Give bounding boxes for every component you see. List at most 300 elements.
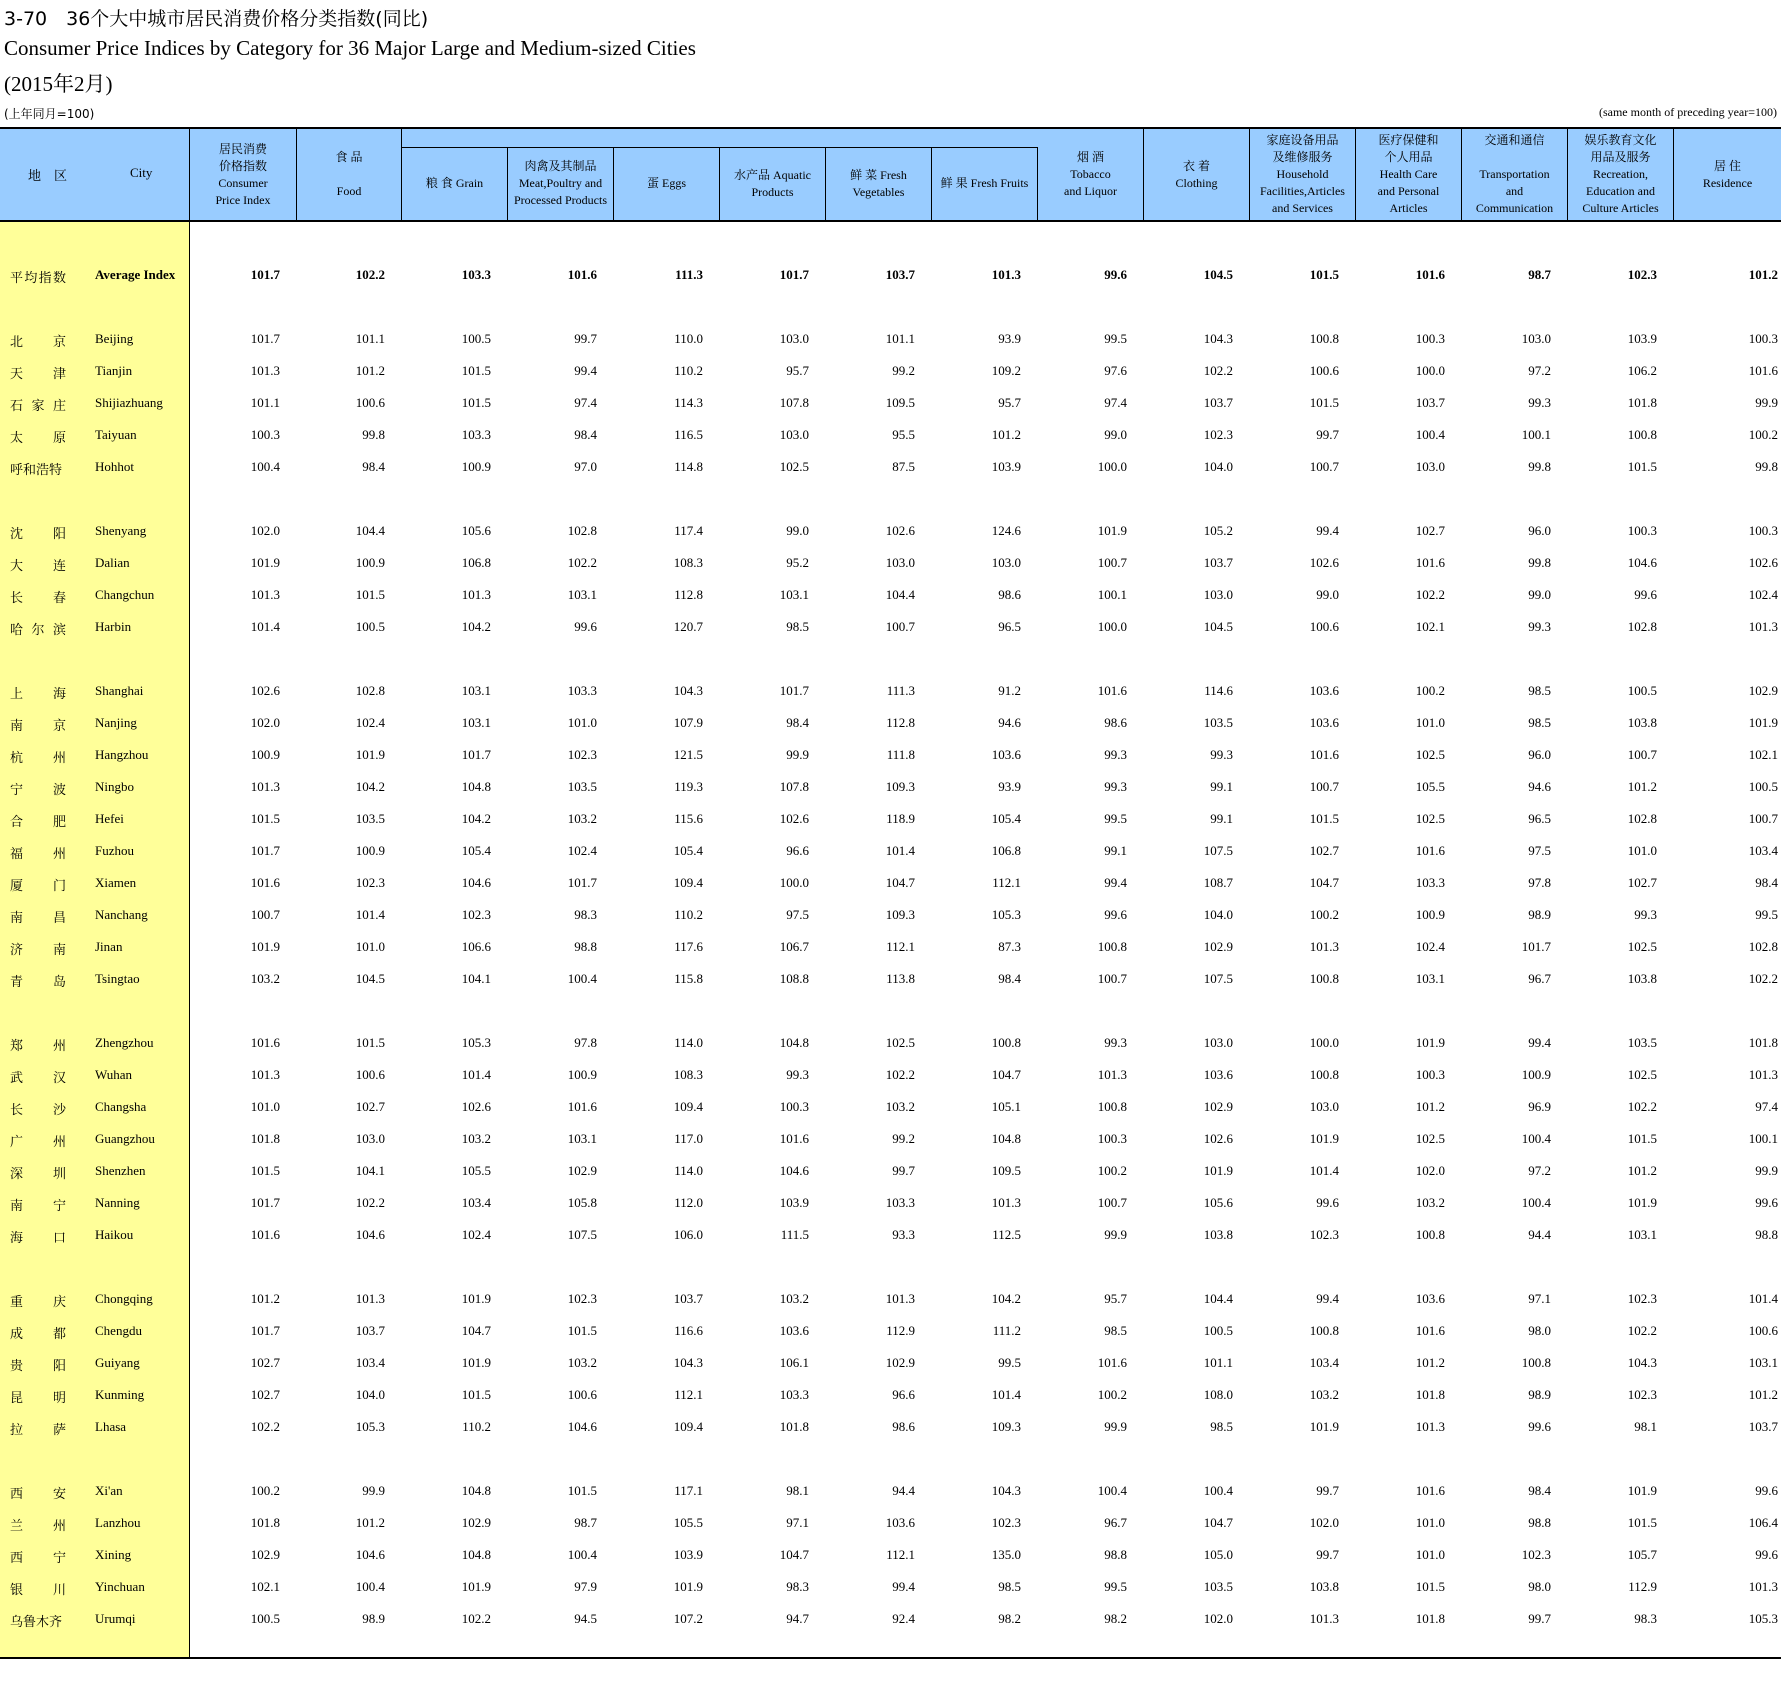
index-value: 97.2 bbox=[1528, 1163, 1551, 1178]
header-aquatic: 水产品 Aquatic Products bbox=[720, 147, 826, 220]
index-value: 96.6 bbox=[892, 1387, 915, 1402]
city-name-en: Average Index bbox=[95, 267, 176, 282]
city-name-cn: 海 口 bbox=[10, 1231, 66, 1246]
index-value: 104.7 bbox=[1203, 1515, 1233, 1530]
index-value: 106.4 bbox=[1748, 1515, 1778, 1530]
city-name-en: Kunming bbox=[95, 1387, 145, 1402]
index-value: 101.3 bbox=[1309, 939, 1339, 954]
index-value: 105.5 bbox=[461, 1163, 491, 1178]
index-value: 103.3 bbox=[461, 427, 491, 442]
index-value: 99.2 bbox=[892, 363, 915, 378]
index-value: 104.7 bbox=[779, 1547, 809, 1562]
index-value: 110.2 bbox=[674, 907, 703, 922]
index-value: 109.5 bbox=[991, 1163, 1021, 1178]
index-value: 101.4 bbox=[885, 843, 915, 858]
index-value: 97.6 bbox=[1104, 363, 1127, 378]
index-value: 100.8 bbox=[1097, 1099, 1127, 1114]
index-value: 105.5 bbox=[673, 1515, 703, 1530]
index-value: 102.4 bbox=[567, 843, 597, 858]
index-value: 103.9 bbox=[1627, 331, 1657, 346]
index-value: 100.3 bbox=[1097, 1131, 1127, 1146]
city-name-cn: 上 海 bbox=[10, 687, 66, 702]
index-value: 100.8 bbox=[1309, 331, 1339, 346]
index-value: 105.8 bbox=[567, 1195, 597, 1210]
index-value: 104.5 bbox=[1203, 267, 1233, 282]
index-value: 109.3 bbox=[885, 779, 915, 794]
index-value: 100.3 bbox=[1748, 331, 1778, 346]
index-value: 107.5 bbox=[1203, 843, 1233, 858]
index-value: 104.8 bbox=[779, 1035, 809, 1050]
index-value: 103.2 bbox=[250, 971, 280, 986]
index-value: 100.8 bbox=[991, 1035, 1021, 1050]
city-name-en: Tianjin bbox=[95, 363, 133, 378]
index-value: 101.6 bbox=[567, 267, 597, 282]
index-value: 101.2 bbox=[355, 363, 385, 378]
index-value: 103.8 bbox=[1627, 715, 1657, 730]
index-value: 100.9 bbox=[250, 747, 280, 762]
index-value: 100.8 bbox=[1521, 1355, 1551, 1370]
table-row bbox=[0, 1474, 1781, 1506]
index-value: 103.7 bbox=[1203, 555, 1233, 570]
city-name-en: Harbin bbox=[95, 619, 132, 634]
index-value: 100.4 bbox=[1521, 1195, 1551, 1210]
table-row bbox=[0, 450, 1781, 482]
index-value: 99.9 bbox=[1104, 1419, 1127, 1434]
index-value: 102.4 bbox=[355, 715, 385, 730]
index-value: 99.6 bbox=[1755, 1547, 1778, 1562]
index-value: 103.7 bbox=[1748, 1419, 1778, 1434]
index-value: 102.5 bbox=[1627, 939, 1657, 954]
index-value: 99.8 bbox=[1528, 555, 1551, 570]
index-value: 102.2 bbox=[250, 1419, 280, 1434]
index-value: 97.4 bbox=[1104, 395, 1127, 410]
index-value: 96.0 bbox=[1528, 523, 1551, 538]
index-value: 97.2 bbox=[1528, 363, 1551, 378]
index-value: 102.7 bbox=[250, 1355, 280, 1370]
index-value: 104.3 bbox=[673, 683, 703, 698]
index-value: 98.3 bbox=[786, 1579, 809, 1594]
index-value: 101.9 bbox=[673, 1579, 703, 1594]
index-value: 112.5 bbox=[992, 1227, 1021, 1242]
index-value: 101.9 bbox=[250, 939, 280, 954]
index-value: 101.7 bbox=[250, 843, 280, 858]
index-value: 101.9 bbox=[1627, 1483, 1657, 1498]
index-value: 101.7 bbox=[250, 1195, 280, 1210]
index-value: 103.0 bbox=[1521, 331, 1551, 346]
index-value: 105.2 bbox=[1203, 523, 1233, 538]
city-name-cn: 广 州 bbox=[10, 1135, 66, 1150]
index-value: 101.8 bbox=[1415, 1611, 1445, 1626]
header-vegetables: 鲜 菜 Fresh Vegetables bbox=[826, 147, 932, 220]
index-value: 98.0 bbox=[1528, 1579, 1551, 1594]
index-value: 100.5 bbox=[355, 619, 385, 634]
index-value: 98.5 bbox=[1104, 1323, 1127, 1338]
header-food: 食 品 Food bbox=[297, 129, 402, 220]
index-value: 99.9 bbox=[1104, 1227, 1127, 1242]
index-value: 100.2 bbox=[1097, 1387, 1127, 1402]
index-value: 104.2 bbox=[991, 1291, 1021, 1306]
index-value: 101.2 bbox=[355, 1515, 385, 1530]
index-value: 107.8 bbox=[779, 779, 809, 794]
index-value: 101.3 bbox=[461, 587, 491, 602]
index-value: 101.1 bbox=[885, 331, 915, 346]
index-value: 103.8 bbox=[1627, 971, 1657, 986]
index-value: 104.2 bbox=[355, 779, 385, 794]
index-value: 103.3 bbox=[885, 1195, 915, 1210]
city-name-cn: 福 州 bbox=[10, 847, 66, 862]
index-value: 112.1 bbox=[992, 875, 1021, 890]
index-value: 102.9 bbox=[250, 1547, 280, 1562]
index-value: 103.5 bbox=[1627, 1035, 1657, 1050]
index-value: 101.5 bbox=[355, 1035, 385, 1050]
index-value: 99.4 bbox=[1316, 523, 1339, 538]
index-value: 102.9 bbox=[885, 1355, 915, 1370]
index-value: 101.2 bbox=[250, 1291, 280, 1306]
index-value: 100.2 bbox=[1415, 683, 1445, 698]
index-value: 106.2 bbox=[1627, 363, 1657, 378]
index-value: 101.3 bbox=[885, 1291, 915, 1306]
index-value: 105.5 bbox=[1415, 779, 1445, 794]
index-value: 112.9 bbox=[1628, 1579, 1657, 1594]
index-value: 101.4 bbox=[1309, 1163, 1339, 1178]
index-value: 104.6 bbox=[355, 1547, 385, 1562]
index-value: 101.8 bbox=[1748, 1035, 1778, 1050]
index-value: 93.9 bbox=[998, 779, 1021, 794]
index-value: 102.6 bbox=[250, 683, 280, 698]
table-row bbox=[0, 1058, 1781, 1090]
index-value: 100.5 bbox=[1748, 779, 1778, 794]
index-value: 101.5 bbox=[1415, 1579, 1445, 1594]
index-value: 101.9 bbox=[1309, 1419, 1339, 1434]
index-value: 109.4 bbox=[673, 1419, 703, 1434]
index-value: 100.0 bbox=[1309, 1035, 1339, 1050]
index-value: 101.9 bbox=[1748, 715, 1778, 730]
city-name-en: Zhengzhou bbox=[95, 1035, 154, 1050]
table-row bbox=[0, 546, 1781, 578]
index-value: 103.5 bbox=[1203, 1579, 1233, 1594]
index-value: 104.3 bbox=[673, 1355, 703, 1370]
index-value: 101.0 bbox=[1627, 843, 1657, 858]
header-eggs: 蛋 Eggs bbox=[614, 147, 720, 220]
index-value: 101.3 bbox=[250, 779, 280, 794]
index-value: 101.6 bbox=[779, 1131, 809, 1146]
index-value: 98.3 bbox=[1634, 1611, 1657, 1626]
index-value: 97.9 bbox=[574, 1579, 597, 1594]
city-name-cn: 银 川 bbox=[10, 1583, 66, 1598]
index-value: 98.4 bbox=[786, 715, 809, 730]
table-title-en: Consumer Price Indices by Category for 36 Major Large and Medium-sized Cities bbox=[4, 36, 696, 60]
index-value: 102.4 bbox=[1415, 939, 1445, 954]
index-value: 95.2 bbox=[786, 555, 809, 570]
index-value: 103.1 bbox=[1415, 971, 1445, 986]
index-value: 103.9 bbox=[779, 1195, 809, 1210]
index-value: 104.2 bbox=[461, 619, 491, 634]
index-value: 99.0 bbox=[1528, 587, 1551, 602]
index-value: 103.5 bbox=[567, 779, 597, 794]
index-value: 102.3 bbox=[1627, 1387, 1657, 1402]
city-name-cn: 重 庆 bbox=[10, 1295, 66, 1310]
index-value: 108.3 bbox=[673, 1067, 703, 1082]
index-value: 110.0 bbox=[674, 331, 703, 346]
index-value: 98.8 bbox=[1104, 1547, 1127, 1562]
city-name-en: Nanjing bbox=[95, 715, 137, 730]
index-value: 98.2 bbox=[998, 1611, 1021, 1626]
index-value: 102.4 bbox=[461, 1227, 491, 1242]
index-value: 99.4 bbox=[574, 363, 597, 378]
index-value: 100.2 bbox=[250, 1483, 280, 1498]
index-value: 101.5 bbox=[1627, 1515, 1657, 1530]
index-value: 99.4 bbox=[1316, 1291, 1339, 1306]
index-value: 101.3 bbox=[1748, 1067, 1778, 1082]
header-fruits: 鲜 果 Fresh Fruits bbox=[932, 147, 1038, 220]
table-row bbox=[0, 610, 1781, 642]
index-value: 100.6 bbox=[1309, 363, 1339, 378]
index-value: 102.3 bbox=[461, 907, 491, 922]
index-value: 102.6 bbox=[779, 811, 809, 826]
index-value: 101.7 bbox=[779, 683, 809, 698]
table-row bbox=[0, 578, 1781, 610]
index-value: 112.8 bbox=[886, 715, 915, 730]
city-name-cn: 呼和浩特 bbox=[10, 463, 63, 478]
index-value: 97.5 bbox=[1528, 843, 1551, 858]
index-value: 103.2 bbox=[885, 1099, 915, 1114]
index-value: 102.6 bbox=[1309, 555, 1339, 570]
index-value: 103.4 bbox=[1748, 843, 1778, 858]
index-value: 101.0 bbox=[1415, 1547, 1445, 1562]
index-value: 101.4 bbox=[991, 1387, 1021, 1402]
index-value: 104.6 bbox=[779, 1163, 809, 1178]
index-value: 103.1 bbox=[461, 683, 491, 698]
index-value: 105.3 bbox=[355, 1419, 385, 1434]
index-value: 102.3 bbox=[355, 875, 385, 890]
header-tobacco: 烟 酒 Tobacco and Liquor bbox=[1038, 129, 1144, 220]
city-name-en: Xi'an bbox=[95, 1483, 123, 1498]
index-value: 101.1 bbox=[355, 331, 385, 346]
table-row bbox=[0, 770, 1781, 802]
city-name-en: Chengdu bbox=[95, 1323, 142, 1338]
index-value: 99.7 bbox=[1316, 427, 1339, 442]
index-value: 99.8 bbox=[1755, 459, 1778, 474]
index-value: 102.2 bbox=[1627, 1323, 1657, 1338]
index-value: 101.3 bbox=[250, 587, 280, 602]
index-value: 116.6 bbox=[674, 1323, 703, 1338]
index-value: 111.3 bbox=[886, 683, 915, 698]
index-value: 99.0 bbox=[786, 523, 809, 538]
index-value: 99.6 bbox=[1104, 267, 1127, 282]
index-value: 111.2 bbox=[992, 1323, 1021, 1338]
index-value: 102.5 bbox=[1415, 747, 1445, 762]
index-value: 103.6 bbox=[1309, 683, 1339, 698]
index-value: 98.4 bbox=[1755, 875, 1778, 890]
index-value: 102.1 bbox=[1748, 747, 1778, 762]
index-value: 102.2 bbox=[567, 555, 597, 570]
index-value: 101.9 bbox=[1415, 1035, 1445, 1050]
city-name-cn: 成 都 bbox=[10, 1327, 66, 1342]
city-name-cn: 青 岛 bbox=[10, 975, 66, 990]
index-value: 103.1 bbox=[461, 715, 491, 730]
index-value: 97.8 bbox=[574, 1035, 597, 1050]
city-name-cn: 长 春 bbox=[10, 591, 66, 606]
city-name-cn: 天 津 bbox=[10, 367, 66, 382]
city-name-en: Wuhan bbox=[95, 1067, 133, 1082]
index-value: 114.0 bbox=[674, 1035, 703, 1050]
index-value: 100.9 bbox=[461, 459, 491, 474]
index-value: 96.0 bbox=[1528, 747, 1551, 762]
city-name-cn: 贵 阳 bbox=[10, 1359, 66, 1374]
city-name-en: Guangzhou bbox=[95, 1131, 155, 1146]
index-value: 100.4 bbox=[567, 971, 597, 986]
index-value: 94.7 bbox=[786, 1611, 809, 1626]
city-name-en: Shanghai bbox=[95, 683, 144, 698]
index-value: 103.2 bbox=[1415, 1195, 1445, 1210]
table-row bbox=[0, 1378, 1781, 1410]
index-value: 101.6 bbox=[250, 1227, 280, 1242]
index-value: 103.6 bbox=[1203, 1067, 1233, 1082]
index-value: 101.3 bbox=[355, 1291, 385, 1306]
table-row bbox=[0, 322, 1781, 354]
index-value: 103.9 bbox=[673, 1547, 703, 1562]
city-name-en: Ningbo bbox=[95, 779, 134, 794]
index-value: 114.6 bbox=[1204, 683, 1233, 698]
index-value: 104.4 bbox=[885, 587, 915, 602]
index-value: 101.5 bbox=[1309, 811, 1339, 826]
table-row bbox=[0, 802, 1781, 834]
index-value: 105.7 bbox=[1627, 1547, 1657, 1562]
city-name-cn: 沈 阳 bbox=[10, 527, 66, 542]
index-value: 102.0 bbox=[1203, 1611, 1233, 1626]
index-value: 112.1 bbox=[886, 939, 915, 954]
index-value: 104.8 bbox=[991, 1131, 1021, 1146]
city-name-cn: 武 汉 bbox=[10, 1071, 66, 1086]
index-value: 101.2 bbox=[1415, 1355, 1445, 1370]
table-row bbox=[0, 1186, 1781, 1218]
index-value: 102.5 bbox=[779, 459, 809, 474]
index-value: 103.4 bbox=[1309, 1355, 1339, 1370]
city-name-en: Jinan bbox=[95, 939, 123, 954]
table-row bbox=[0, 898, 1781, 930]
index-value: 101.6 bbox=[250, 1035, 280, 1050]
index-value: 101.9 bbox=[461, 1579, 491, 1594]
index-value: 109.4 bbox=[673, 875, 703, 890]
index-value: 102.3 bbox=[991, 1515, 1021, 1530]
index-value: 101.3 bbox=[991, 1195, 1021, 1210]
index-value: 102.3 bbox=[567, 1291, 597, 1306]
base-note-cn: (上年同月=100) bbox=[4, 107, 95, 121]
index-value: 100.8 bbox=[1309, 1067, 1339, 1082]
index-value: 117.0 bbox=[674, 1131, 703, 1146]
index-value: 99.5 bbox=[1755, 907, 1778, 922]
index-value: 93.3 bbox=[892, 1227, 915, 1242]
index-value: 99.6 bbox=[1634, 587, 1657, 602]
index-value: 106.8 bbox=[461, 555, 491, 570]
index-value: 115.6 bbox=[674, 811, 703, 826]
index-value: 119.3 bbox=[674, 779, 703, 794]
index-value: 101.9 bbox=[1203, 1163, 1233, 1178]
index-value: 100.2 bbox=[1748, 427, 1778, 442]
table-row bbox=[0, 1506, 1781, 1538]
index-value: 121.5 bbox=[673, 747, 703, 762]
index-value: 105.4 bbox=[673, 843, 703, 858]
index-value: 106.6 bbox=[461, 939, 491, 954]
index-value: 94.4 bbox=[1528, 1227, 1551, 1242]
index-value: 104.6 bbox=[567, 1419, 597, 1434]
index-value: 98.9 bbox=[1528, 907, 1551, 922]
index-value: 101.8 bbox=[250, 1131, 280, 1146]
index-value: 101.5 bbox=[461, 1387, 491, 1402]
index-value: 104.0 bbox=[355, 1387, 385, 1402]
table-row bbox=[0, 962, 1781, 994]
index-value: 99.9 bbox=[786, 747, 809, 762]
index-value: 98.5 bbox=[1528, 715, 1551, 730]
index-value: 101.5 bbox=[1627, 459, 1657, 474]
index-value: 124.6 bbox=[991, 523, 1021, 538]
index-value: 103.0 bbox=[1309, 1099, 1339, 1114]
city-name-cn: 南 昌 bbox=[10, 911, 66, 926]
table-row bbox=[0, 514, 1781, 546]
index-value: 103.6 bbox=[885, 1515, 915, 1530]
city-name-cn: 兰 州 bbox=[10, 1519, 66, 1534]
table-row bbox=[0, 354, 1781, 386]
index-value: 100.7 bbox=[1627, 747, 1657, 762]
index-value: 117.1 bbox=[674, 1483, 703, 1498]
index-value: 100.9 bbox=[355, 843, 385, 858]
index-value: 91.2 bbox=[998, 683, 1021, 698]
index-value: 101.9 bbox=[250, 555, 280, 570]
index-value: 100.4 bbox=[567, 1547, 597, 1562]
index-value: 100.3 bbox=[250, 427, 280, 442]
index-value: 102.1 bbox=[1415, 619, 1445, 634]
index-value: 120.7 bbox=[673, 619, 703, 634]
index-value: 112.1 bbox=[674, 1387, 703, 1402]
header-meat: 肉禽及其制品 Meat,Poultry and Processed Products bbox=[508, 147, 614, 220]
index-value: 98.5 bbox=[1528, 683, 1551, 698]
index-value: 103.2 bbox=[779, 1291, 809, 1306]
index-value: 98.4 bbox=[574, 427, 597, 442]
index-value: 102.0 bbox=[250, 715, 280, 730]
index-value: 98.7 bbox=[574, 1515, 597, 1530]
city-name-en: Nanning bbox=[95, 1195, 140, 1210]
index-value: 101.9 bbox=[461, 1355, 491, 1370]
index-value: 101.7 bbox=[461, 747, 491, 762]
index-value: 101.8 bbox=[1415, 1387, 1445, 1402]
index-value: 102.4 bbox=[1748, 587, 1778, 602]
table-row bbox=[0, 1602, 1781, 1634]
table-title-cn: 3-70 36个大中城市居民消费价格分类指数(同比) bbox=[4, 8, 429, 30]
city-name-en: Chongqing bbox=[95, 1291, 153, 1306]
index-value: 97.1 bbox=[1528, 1291, 1551, 1306]
index-value: 103.0 bbox=[355, 1131, 385, 1146]
index-value: 101.3 bbox=[250, 363, 280, 378]
index-value: 117.6 bbox=[674, 939, 703, 954]
index-value: 98.1 bbox=[1634, 1419, 1657, 1434]
index-value: 102.2 bbox=[1627, 1099, 1657, 1114]
city-name-en: Changsha bbox=[95, 1099, 147, 1114]
index-value: 109.2 bbox=[991, 363, 1021, 378]
index-value: 104.4 bbox=[355, 523, 385, 538]
index-value: 87.3 bbox=[998, 939, 1021, 954]
index-value: 101.3 bbox=[250, 1067, 280, 1082]
index-value: 102.0 bbox=[1309, 1515, 1339, 1530]
index-value: 113.8 bbox=[886, 971, 915, 986]
city-name-cn: 杭 州 bbox=[10, 751, 66, 766]
index-value: 100.7 bbox=[1097, 971, 1127, 986]
city-name-cn: 南 京 bbox=[10, 719, 66, 734]
index-value: 102.5 bbox=[1415, 1131, 1445, 1146]
index-value: 100.8 bbox=[1627, 427, 1657, 442]
city-name-cn: 昆 明 bbox=[10, 1391, 66, 1406]
index-value: 103.1 bbox=[1627, 1227, 1657, 1242]
index-value: 100.0 bbox=[1415, 363, 1445, 378]
